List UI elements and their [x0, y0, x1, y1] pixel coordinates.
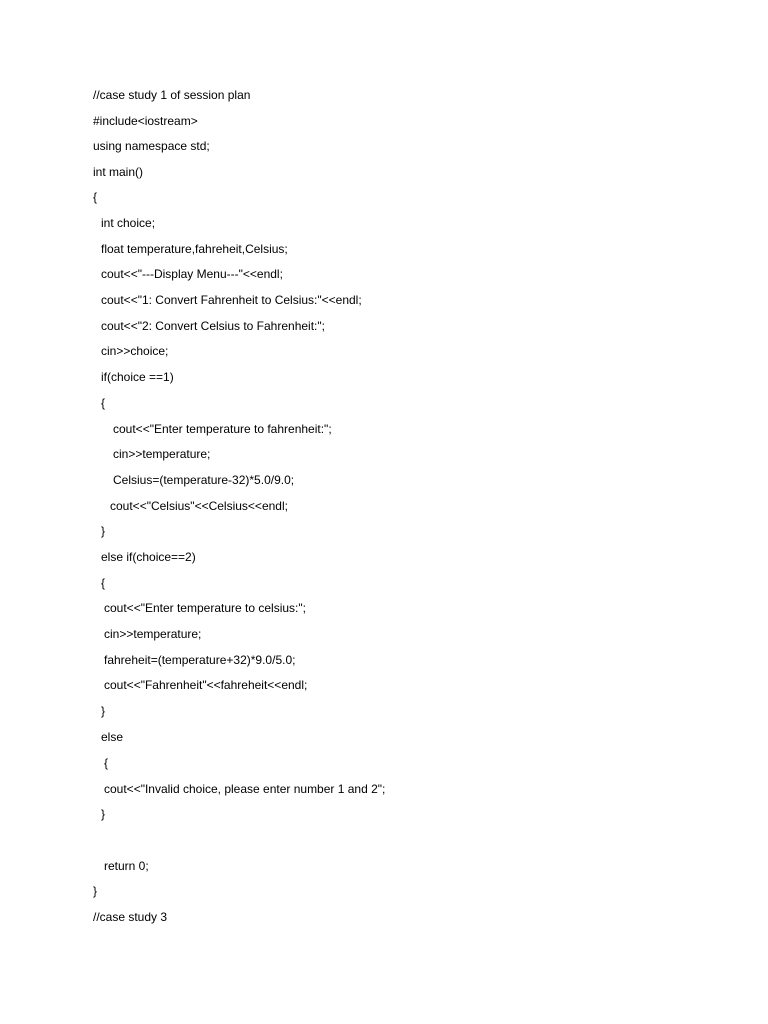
code-line: cout<<"---Display Menu---"<<endl; — [101, 267, 283, 281]
code-line: { — [101, 576, 106, 590]
code-line: } — [101, 524, 106, 538]
code-line: cin>>temperature; — [113, 447, 211, 461]
code-line: { — [93, 190, 98, 204]
code-line: fahreheit=(temperature+32)*9.0/5.0; — [104, 653, 296, 667]
code-line: cout<<"Enter temperature to fahrenheit:"; — [113, 422, 332, 436]
code-line: //case study 1 of session plan — [93, 88, 251, 102]
code-line: #include<iostream> — [93, 114, 198, 128]
code-line: return 0; — [104, 859, 149, 873]
code-line: Celsius=(temperature-32)*5.0/9.0; — [113, 473, 295, 487]
code-line: } — [93, 884, 98, 898]
code-line: int main() — [93, 165, 144, 179]
code-line: else if(choice==2) — [101, 550, 196, 564]
code-line: cout<<"2: Convert Celsius to Fahrenheit:"; — [101, 319, 325, 333]
code-line: cout<<"1: Convert Fahrenheit to Celsius:"<<endl; — [101, 293, 362, 307]
code-line: } — [101, 807, 106, 821]
code-line: { — [101, 396, 106, 410]
code-line: cout<<"Enter temperature to celsius:"; — [104, 601, 306, 615]
code-line: else — [101, 730, 124, 744]
code-line: int choice; — [101, 216, 156, 230]
code-line: using namespace std; — [93, 139, 210, 153]
code-line: if(choice ==1) — [101, 370, 174, 384]
code-line: cout<<"Fahrenheit"<<fahreheit<<endl; — [104, 678, 308, 692]
code-line: cin>>temperature; — [104, 627, 202, 641]
code-line: cout<<"Invalid choice, please enter number 1 and 2"; — [104, 782, 386, 796]
code-line: } — [101, 704, 106, 718]
code-line: float temperature,fahreheit,Celsius; — [101, 242, 288, 256]
code-line: cout<<"Celsius"<<Celsius<<endl; — [110, 499, 288, 513]
code-line: //case study 3 — [93, 910, 168, 924]
code-line: { — [104, 756, 109, 770]
code-line: cin>>choice; — [101, 344, 169, 358]
